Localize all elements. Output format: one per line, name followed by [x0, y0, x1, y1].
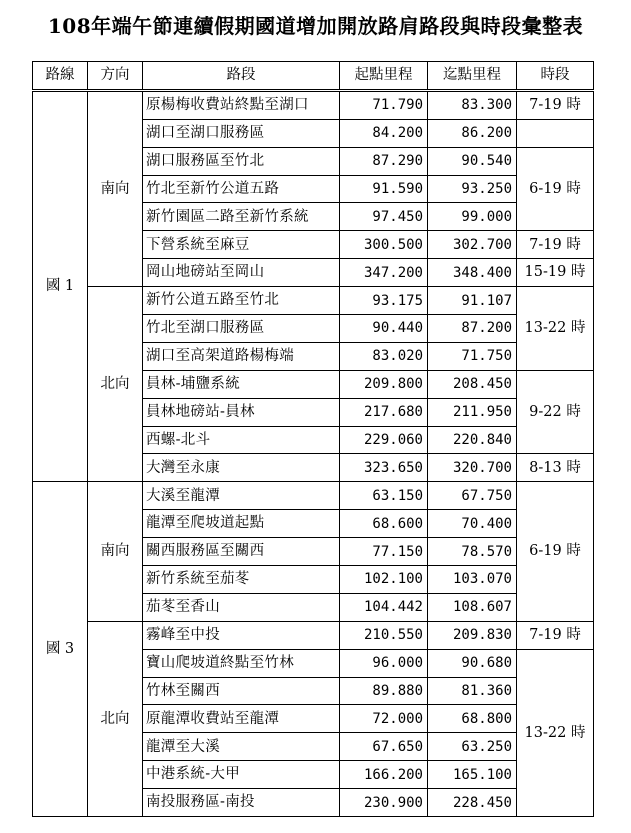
segment-cell: 寶山爬坡道終點至竹林: [143, 649, 340, 677]
route-cell: 國 1: [33, 90, 88, 481]
start-km-cell: 93.175: [340, 287, 428, 315]
segment-cell: 龍潭至爬坡道起點: [143, 510, 340, 538]
end-km-cell: 70.400: [428, 510, 517, 538]
segment-cell: 大灣至永康: [143, 454, 340, 482]
start-km-cell: 347.200: [340, 259, 428, 287]
table-row: [33, 482, 594, 510]
end-km-cell: 90.540: [428, 147, 517, 175]
start-km-cell: 90.440: [340, 315, 428, 343]
start-km-cell: 77.150: [340, 538, 428, 566]
start-km-cell: 323.650: [340, 454, 428, 482]
start-km-cell: 102.100: [340, 566, 428, 594]
table-row: [33, 621, 594, 649]
start-km-cell: 67.650: [340, 733, 428, 761]
header-end-km: 迄點里程: [428, 62, 517, 91]
start-km-cell: 87.290: [340, 147, 428, 175]
end-km-cell: 348.400: [428, 259, 517, 287]
shoulder-lane-table: [32, 61, 594, 817]
time-cell: 7-19 時: [517, 621, 594, 649]
segment-cell: 湖口至高架道路楊梅端: [143, 342, 340, 370]
start-km-cell: 97.450: [340, 203, 428, 231]
end-km-cell: 211.950: [428, 398, 517, 426]
table-body: [33, 90, 594, 816]
start-km-cell: 217.680: [340, 398, 428, 426]
start-km-cell: 210.550: [340, 621, 428, 649]
segment-cell: 原龍潭收費站至龍潭: [143, 705, 340, 733]
end-km-cell: 99.000: [428, 203, 517, 231]
page-title: 108年端午節連續假期國道增加開放路肩路段與時段彙整表: [47, 14, 584, 38]
segment-cell: 竹北至新竹公道五路: [143, 175, 340, 203]
end-km-cell: 71.750: [428, 342, 517, 370]
start-km-cell: 63.150: [340, 482, 428, 510]
start-km-cell: 166.200: [340, 761, 428, 789]
end-km-cell: 63.250: [428, 733, 517, 761]
route-cell: 國 3: [33, 482, 88, 817]
start-km-cell: 72.000: [340, 705, 428, 733]
time-cell: [517, 119, 594, 147]
time-cell: 6-19 時: [517, 147, 594, 231]
end-km-cell: 91.107: [428, 287, 517, 315]
segment-cell: 竹林至關西: [143, 677, 340, 705]
start-km-cell: 96.000: [340, 649, 428, 677]
start-km-cell: 104.442: [340, 593, 428, 621]
end-km-cell: 209.830: [428, 621, 517, 649]
segment-cell: 原楊梅收費站終點至湖口: [143, 90, 340, 119]
end-km-cell: 87.200: [428, 315, 517, 343]
end-km-cell: 165.100: [428, 761, 517, 789]
header-route: 路線: [33, 62, 88, 91]
end-km-cell: 220.840: [428, 426, 517, 454]
time-cell: 13-22 時: [517, 287, 594, 371]
end-km-cell: 302.700: [428, 231, 517, 259]
time-cell: 7-19 時: [517, 231, 594, 259]
direction-cell: 北向: [88, 287, 143, 482]
end-km-cell: 228.450: [428, 789, 517, 817]
segment-cell: 中港系統-大甲: [143, 761, 340, 789]
end-km-cell: 81.360: [428, 677, 517, 705]
start-km-cell: 83.020: [340, 342, 428, 370]
start-km-cell: 71.790: [340, 90, 428, 119]
header-segment: 路段: [143, 62, 340, 91]
header-row: [33, 62, 594, 91]
segment-cell: 員林-埔鹽系統: [143, 370, 340, 398]
start-km-cell: 84.200: [340, 119, 428, 147]
segment-cell: 湖口至湖口服務區: [143, 119, 340, 147]
header-time: 時段: [517, 62, 594, 91]
segment-cell: 關西服務區至關西: [143, 538, 340, 566]
segment-cell: 岡山地磅站至岡山: [143, 259, 340, 287]
end-km-cell: 83.300: [428, 90, 517, 119]
end-km-cell: 103.070: [428, 566, 517, 594]
segment-cell: 下營系統至麻豆: [143, 231, 340, 259]
end-km-cell: 67.750: [428, 482, 517, 510]
start-km-cell: 229.060: [340, 426, 428, 454]
segment-cell: 新竹系統至茄苳: [143, 566, 340, 594]
start-km-cell: 68.600: [340, 510, 428, 538]
segment-cell: 茄苳至香山: [143, 593, 340, 621]
header-direction: 方向: [88, 62, 143, 91]
end-km-cell: 86.200: [428, 119, 517, 147]
segment-cell: 新竹園區二路至新竹系統: [143, 203, 340, 231]
start-km-cell: 91.590: [340, 175, 428, 203]
start-km-cell: 209.800: [340, 370, 428, 398]
time-cell: 7-19 時: [517, 90, 594, 119]
start-km-cell: 230.900: [340, 789, 428, 817]
end-km-cell: 93.250: [428, 175, 517, 203]
direction-cell: 北向: [88, 621, 143, 816]
segment-cell: 新竹公道五路至竹北: [143, 287, 340, 315]
direction-cell: 南向: [88, 90, 143, 286]
segment-cell: 西螺-北斗: [143, 426, 340, 454]
start-km-cell: 89.880: [340, 677, 428, 705]
segment-cell: 南投服務區-南投: [143, 789, 340, 817]
time-cell: 13-22 時: [517, 649, 594, 816]
segment-cell: 竹北至湖口服務區: [143, 315, 340, 343]
end-km-cell: 78.570: [428, 538, 517, 566]
segment-cell: 霧峰至中投: [143, 621, 340, 649]
end-km-cell: 208.450: [428, 370, 517, 398]
end-km-cell: 108.607: [428, 593, 517, 621]
header-start-km: 起點里程: [340, 62, 428, 91]
time-cell: 9-22 時: [517, 370, 594, 454]
time-cell: 6-19 時: [517, 482, 594, 621]
segment-cell: 湖口服務區至竹北: [143, 147, 340, 175]
segment-cell: 龍潭至大溪: [143, 733, 340, 761]
start-km-cell: 300.500: [340, 231, 428, 259]
end-km-cell: 68.800: [428, 705, 517, 733]
time-cell: 8-13 時: [517, 454, 594, 482]
segment-cell: 員林地磅站-員林: [143, 398, 340, 426]
table-row: [33, 287, 594, 315]
end-km-cell: 90.680: [428, 649, 517, 677]
table-row: [33, 90, 594, 119]
end-km-cell: 320.700: [428, 454, 517, 482]
direction-cell: 南向: [88, 482, 143, 621]
segment-cell: 大溪至龍潭: [143, 482, 340, 510]
time-cell: 15-19 時: [517, 259, 594, 287]
